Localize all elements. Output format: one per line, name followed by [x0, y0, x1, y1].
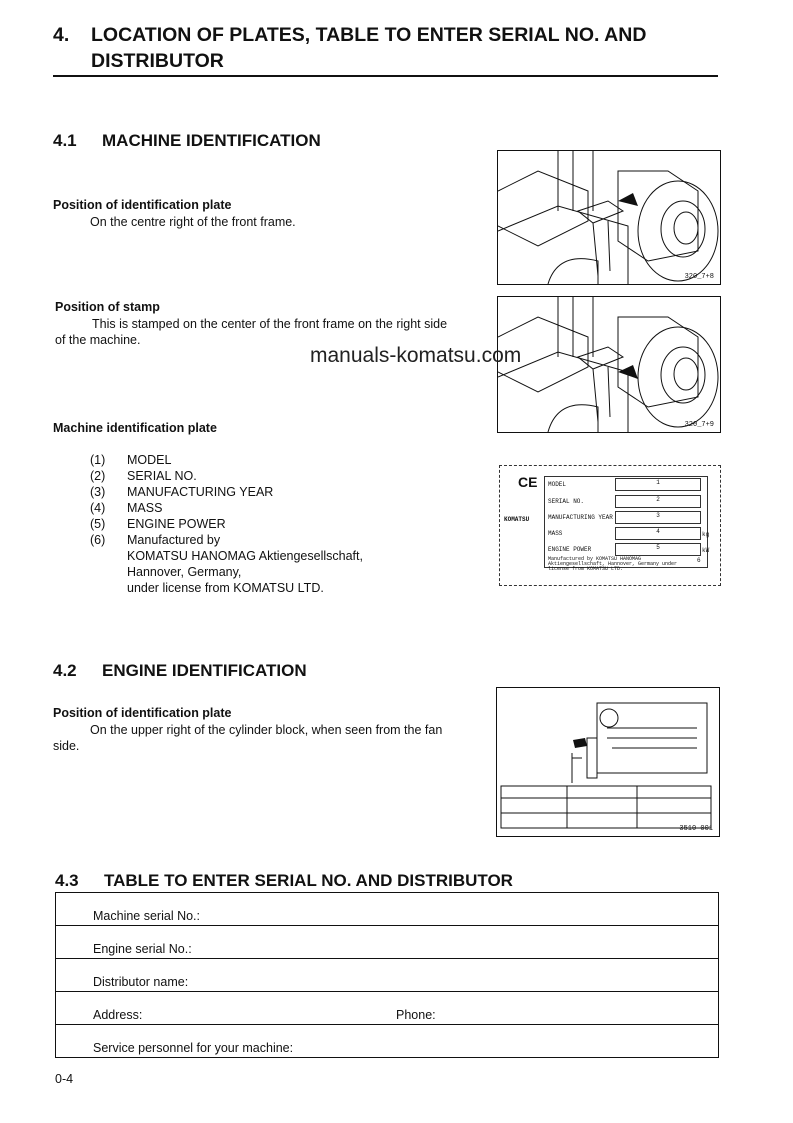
plate-field-area: MODEL SERIAL NO. MANUFACTURING YEAR MASS ENGINE POWER 1 2 3 4 5 kg kW Manufactured by KOMATSU HANOMAG Aktiengesellschaft, Hannover, Germany under license from KOMATSU LTD. 6	[544, 476, 708, 568]
table-row	[56, 893, 719, 926]
engine-serial-field[interactable]: Engine serial No.:	[56, 926, 719, 959]
table-row	[56, 959, 719, 992]
section-title: TABLE TO ENTER SERIAL NO. AND DISTRIBUTOR	[104, 871, 513, 890]
plate-heading: Machine identification plate	[53, 421, 217, 435]
stamp-heading: Position of stamp	[55, 300, 160, 314]
figure-engine-plate-position	[496, 687, 720, 837]
figure-label: 320_7+9	[684, 421, 714, 429]
id-plate-text: On the centre right of the front frame.	[90, 215, 296, 229]
machine-illustration	[498, 151, 720, 284]
stamp-text-2: of the machine.	[55, 333, 141, 347]
engine-illustration	[497, 688, 719, 836]
title-divider	[53, 75, 718, 77]
phone-label: Phone:	[396, 1008, 436, 1022]
service-personnel-field[interactable]: Service personnel for your machine:	[56, 1025, 719, 1058]
engine-plate-text-1: On the upper right of the cylinder block, when seen from the fan	[90, 723, 443, 737]
figure-stamp-position	[497, 296, 721, 433]
section-number: 4.2	[53, 661, 77, 680]
title-text: LOCATION OF PLATES, TABLE TO ENTER SERIAL NO. AND DISTRIBUTOR	[91, 24, 647, 72]
section-number: 4.1	[53, 131, 77, 150]
machine-serial-field[interactable]: Machine serial No.:	[56, 893, 719, 926]
table-row	[56, 1025, 719, 1058]
table-row	[56, 926, 719, 959]
komatsu-logo: KOMATSU	[504, 516, 530, 523]
section-title: MACHINE IDENTIFICATION	[102, 131, 321, 150]
engine-plate-heading: Position of identification plate	[53, 706, 232, 720]
figure-label: 3510-001	[679, 825, 713, 833]
section-title: ENGINE IDENTIFICATION	[102, 661, 307, 680]
section-number: 4.3	[55, 871, 79, 890]
machine-illustration	[498, 297, 720, 432]
engine-plate-text-2: side.	[53, 739, 80, 753]
title-number: 4.	[53, 24, 70, 46]
identification-plate-figure	[499, 465, 721, 586]
figure-machine-plate-position	[497, 150, 721, 285]
stamp-text-1: This is stamped on the center of the front frame on the right side	[92, 317, 448, 331]
address-field[interactable]: Address: Phone:	[56, 992, 719, 1025]
distributor-name-field[interactable]: Distributor name:	[56, 959, 719, 992]
page-number: 0-4	[55, 1072, 74, 1086]
serial-distributor-table	[55, 892, 719, 1058]
watermark: manuals-komatsu.com	[310, 344, 522, 367]
id-plate-heading: Position of identification plate	[53, 198, 232, 212]
table-row	[56, 992, 719, 1025]
figure-label: 320_7+8	[684, 273, 714, 281]
ce-mark: CE	[518, 474, 538, 490]
